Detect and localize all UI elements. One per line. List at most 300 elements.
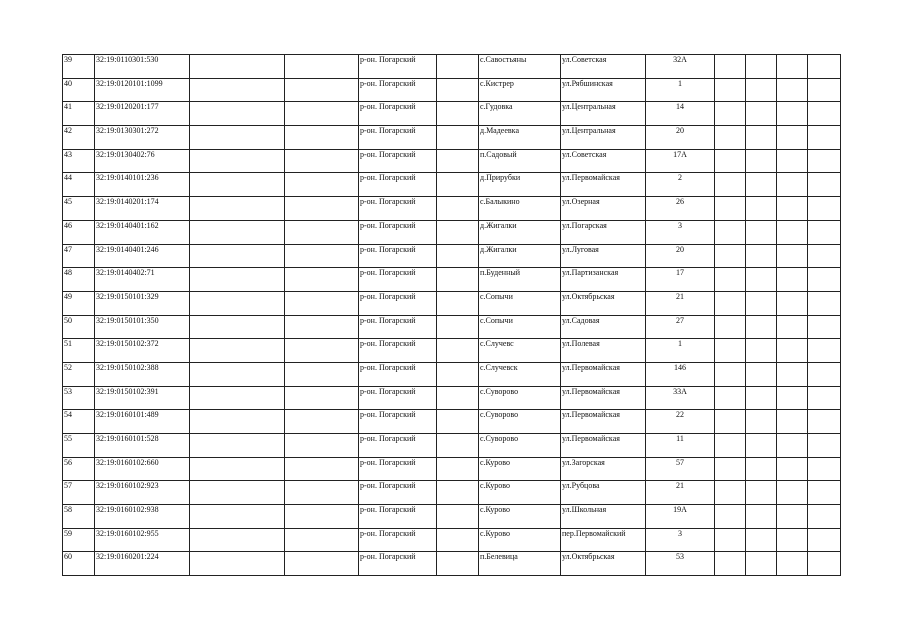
- row-number-cell: 43: [63, 149, 95, 173]
- table-row: [63, 173, 841, 197]
- empty-cell: [746, 102, 777, 126]
- locality-cell: п.Белевица: [479, 552, 561, 576]
- district-cell: р-он. Погарский: [359, 339, 437, 363]
- empty-cell: [437, 457, 479, 481]
- row-number-cell: 56: [63, 457, 95, 481]
- row-number-cell: 50: [63, 315, 95, 339]
- table-row: [63, 78, 841, 102]
- empty-cell: [746, 362, 777, 386]
- district-cell: р-он. Погарский: [359, 244, 437, 268]
- street-cell: пер.Первомайский: [561, 528, 646, 552]
- empty-cell: [777, 481, 808, 505]
- empty-cell: [437, 173, 479, 197]
- empty-cell: [715, 149, 746, 173]
- street-cell: ул.Советская: [561, 55, 646, 79]
- district-cell: р-он. Погарский: [359, 149, 437, 173]
- street-cell: ул.Погарская: [561, 220, 646, 244]
- district-cell: р-он. Погарский: [359, 386, 437, 410]
- street-cell: ул.Первомайская: [561, 386, 646, 410]
- table-row: [63, 410, 841, 434]
- empty-cell: [715, 244, 746, 268]
- house-number-cell: 20: [646, 244, 715, 268]
- empty-cell: [777, 244, 808, 268]
- empty-cell: [746, 410, 777, 434]
- house-number-cell: 17: [646, 268, 715, 292]
- district-cell: р-он. Погарский: [359, 410, 437, 434]
- row-number-cell: 47: [63, 244, 95, 268]
- cadastral-number-cell: 32:19:0160102:923: [95, 481, 190, 505]
- house-number-cell: 33А: [646, 386, 715, 410]
- street-cell: ул.Первомайская: [561, 362, 646, 386]
- empty-cell: [808, 78, 841, 102]
- locality-cell: с.Балыкино: [479, 197, 561, 221]
- empty-cell: [190, 362, 285, 386]
- house-number-cell: 26: [646, 197, 715, 221]
- empty-cell: [437, 78, 479, 102]
- cadastral-number-cell: 32:19:0160101:528: [95, 434, 190, 458]
- empty-cell: [285, 126, 359, 150]
- locality-cell: д.Жигалки: [479, 220, 561, 244]
- empty-cell: [777, 291, 808, 315]
- street-cell: ул.Загорская: [561, 457, 646, 481]
- house-number-cell: 14: [646, 102, 715, 126]
- empty-cell: [190, 220, 285, 244]
- cadastral-number-cell: 32:19:0110301:530: [95, 55, 190, 79]
- district-cell: р-он. Погарский: [359, 457, 437, 481]
- empty-cell: [190, 410, 285, 434]
- table-row: [63, 339, 841, 363]
- street-cell: ул.Первомайская: [561, 173, 646, 197]
- empty-cell: [285, 481, 359, 505]
- row-number-cell: 60: [63, 552, 95, 576]
- empty-cell: [777, 126, 808, 150]
- empty-cell: [190, 552, 285, 576]
- empty-cell: [715, 434, 746, 458]
- empty-cell: [190, 197, 285, 221]
- row-number-cell: 49: [63, 291, 95, 315]
- empty-cell: [777, 339, 808, 363]
- empty-cell: [285, 386, 359, 410]
- locality-cell: д.Жигалки: [479, 244, 561, 268]
- table-row: [63, 197, 841, 221]
- empty-cell: [285, 528, 359, 552]
- empty-cell: [715, 528, 746, 552]
- row-number-cell: 51: [63, 339, 95, 363]
- empty-cell: [285, 244, 359, 268]
- empty-cell: [777, 268, 808, 292]
- empty-cell: [808, 505, 841, 529]
- table-row: [63, 505, 841, 529]
- empty-cell: [808, 149, 841, 173]
- empty-cell: [746, 505, 777, 529]
- row-number-cell: 46: [63, 220, 95, 244]
- street-cell: ул.Полевая: [561, 339, 646, 363]
- empty-cell: [715, 410, 746, 434]
- table-row: [63, 386, 841, 410]
- row-number-cell: 52: [63, 362, 95, 386]
- empty-cell: [808, 244, 841, 268]
- empty-cell: [808, 220, 841, 244]
- empty-cell: [746, 481, 777, 505]
- empty-cell: [777, 149, 808, 173]
- empty-cell: [285, 55, 359, 79]
- street-cell: ул.Октябрьская: [561, 552, 646, 576]
- empty-cell: [437, 528, 479, 552]
- empty-cell: [437, 481, 479, 505]
- empty-cell: [285, 505, 359, 529]
- empty-cell: [285, 362, 359, 386]
- empty-cell: [715, 173, 746, 197]
- street-cell: ул.Октябрьская: [561, 291, 646, 315]
- locality-cell: с.Курово: [479, 481, 561, 505]
- house-number-cell: 53: [646, 552, 715, 576]
- empty-cell: [190, 505, 285, 529]
- empty-cell: [190, 268, 285, 292]
- empty-cell: [715, 220, 746, 244]
- empty-cell: [715, 386, 746, 410]
- table-row: [63, 126, 841, 150]
- house-number-cell: 22: [646, 410, 715, 434]
- empty-cell: [437, 410, 479, 434]
- empty-cell: [715, 78, 746, 102]
- empty-cell: [715, 457, 746, 481]
- street-cell: ул.Центральная: [561, 126, 646, 150]
- empty-cell: [746, 386, 777, 410]
- row-number-cell: 44: [63, 173, 95, 197]
- empty-cell: [437, 220, 479, 244]
- empty-cell: [746, 220, 777, 244]
- empty-cell: [746, 552, 777, 576]
- empty-cell: [746, 78, 777, 102]
- empty-cell: [437, 386, 479, 410]
- empty-cell: [437, 244, 479, 268]
- street-cell: ул.Школьная: [561, 505, 646, 529]
- empty-cell: [808, 126, 841, 150]
- empty-cell: [746, 55, 777, 79]
- house-number-cell: 2: [646, 173, 715, 197]
- table-row: [63, 528, 841, 552]
- cadastral-number-cell: 32:19:0140101:236: [95, 173, 190, 197]
- locality-cell: с.Суворово: [479, 410, 561, 434]
- locality-cell: п.Буденный: [479, 268, 561, 292]
- empty-cell: [715, 552, 746, 576]
- locality-cell: с.Гудовка: [479, 102, 561, 126]
- street-cell: ул.Центральная: [561, 102, 646, 126]
- locality-cell: с.Случевск: [479, 362, 561, 386]
- empty-cell: [285, 173, 359, 197]
- house-number-cell: 20: [646, 126, 715, 150]
- table-row: [63, 244, 841, 268]
- empty-cell: [777, 220, 808, 244]
- locality-cell: с.Кистрер: [479, 78, 561, 102]
- empty-cell: [746, 149, 777, 173]
- empty-cell: [746, 268, 777, 292]
- house-number-cell: 57: [646, 457, 715, 481]
- empty-cell: [777, 197, 808, 221]
- house-number-cell: 32А: [646, 55, 715, 79]
- cadastral-number-cell: 32:19:0160201:224: [95, 552, 190, 576]
- street-cell: ул.Рябшинская: [561, 78, 646, 102]
- table-row: [63, 102, 841, 126]
- empty-cell: [437, 552, 479, 576]
- empty-cell: [190, 291, 285, 315]
- empty-cell: [437, 291, 479, 315]
- house-number-cell: 3: [646, 528, 715, 552]
- empty-cell: [437, 315, 479, 339]
- empty-cell: [285, 78, 359, 102]
- empty-cell: [190, 126, 285, 150]
- empty-cell: [285, 220, 359, 244]
- empty-cell: [808, 268, 841, 292]
- empty-cell: [715, 55, 746, 79]
- row-number-cell: 55: [63, 434, 95, 458]
- empty-cell: [777, 457, 808, 481]
- table-row: [63, 55, 841, 79]
- empty-cell: [190, 386, 285, 410]
- empty-cell: [285, 552, 359, 576]
- cadastral-number-cell: 32:19:0140201:174: [95, 197, 190, 221]
- locality-cell: с.Суворово: [479, 386, 561, 410]
- row-number-cell: 41: [63, 102, 95, 126]
- empty-cell: [808, 457, 841, 481]
- cadastral-number-cell: 32:19:0150101:350: [95, 315, 190, 339]
- empty-cell: [777, 362, 808, 386]
- cadastral-number-cell: 32:19:0120201:177: [95, 102, 190, 126]
- house-number-cell: 146: [646, 362, 715, 386]
- empty-cell: [746, 528, 777, 552]
- empty-cell: [777, 386, 808, 410]
- street-cell: ул.Садовая: [561, 315, 646, 339]
- empty-cell: [777, 434, 808, 458]
- district-cell: р-он. Погарский: [359, 481, 437, 505]
- empty-cell: [808, 410, 841, 434]
- house-number-cell: 19А: [646, 505, 715, 529]
- empty-cell: [437, 55, 479, 79]
- empty-cell: [808, 102, 841, 126]
- house-number-cell: 17А: [646, 149, 715, 173]
- empty-cell: [808, 55, 841, 79]
- empty-cell: [808, 552, 841, 576]
- empty-cell: [715, 481, 746, 505]
- row-number-cell: 57: [63, 481, 95, 505]
- locality-cell: с.Случевс: [479, 339, 561, 363]
- empty-cell: [285, 149, 359, 173]
- table-row: [63, 268, 841, 292]
- street-cell: ул.Луговая: [561, 244, 646, 268]
- row-number-cell: 42: [63, 126, 95, 150]
- empty-cell: [285, 434, 359, 458]
- cadastral-number-cell: 32:19:0120101:1099: [95, 78, 190, 102]
- table-row: [63, 481, 841, 505]
- cadastral-number-cell: 32:19:0140401:246: [95, 244, 190, 268]
- empty-cell: [285, 315, 359, 339]
- locality-cell: с.Курово: [479, 528, 561, 552]
- empty-cell: [777, 173, 808, 197]
- empty-cell: [746, 126, 777, 150]
- house-number-cell: 3: [646, 220, 715, 244]
- cadastral-number-cell: 32:19:0150102:372: [95, 339, 190, 363]
- empty-cell: [808, 362, 841, 386]
- street-cell: ул.Первомайская: [561, 410, 646, 434]
- row-number-cell: 45: [63, 197, 95, 221]
- locality-cell: с.Курово: [479, 505, 561, 529]
- empty-cell: [437, 197, 479, 221]
- empty-cell: [777, 78, 808, 102]
- district-cell: р-он. Погарский: [359, 291, 437, 315]
- empty-cell: [285, 197, 359, 221]
- empty-cell: [190, 78, 285, 102]
- street-cell: ул.Партизанская: [561, 268, 646, 292]
- district-cell: р-он. Погарский: [359, 78, 437, 102]
- empty-cell: [777, 55, 808, 79]
- empty-cell: [715, 505, 746, 529]
- house-number-cell: 11: [646, 434, 715, 458]
- district-cell: р-он. Погарский: [359, 434, 437, 458]
- empty-cell: [777, 528, 808, 552]
- empty-cell: [715, 197, 746, 221]
- empty-cell: [715, 339, 746, 363]
- empty-cell: [808, 291, 841, 315]
- table-row: [63, 291, 841, 315]
- empty-cell: [746, 434, 777, 458]
- row-number-cell: 40: [63, 78, 95, 102]
- empty-cell: [746, 457, 777, 481]
- empty-cell: [746, 315, 777, 339]
- district-cell: р-он. Погарский: [359, 552, 437, 576]
- district-cell: р-он. Погарский: [359, 126, 437, 150]
- cadastral-number-cell: 32:19:0150101:329: [95, 291, 190, 315]
- empty-cell: [777, 102, 808, 126]
- locality-cell: с.Сопычи: [479, 315, 561, 339]
- empty-cell: [715, 268, 746, 292]
- empty-cell: [190, 173, 285, 197]
- house-number-cell: 1: [646, 78, 715, 102]
- empty-cell: [190, 102, 285, 126]
- house-number-cell: 1: [646, 339, 715, 363]
- district-cell: р-он. Погарский: [359, 197, 437, 221]
- data-table: [62, 54, 841, 576]
- cadastral-number-cell: 32:19:0140401:162: [95, 220, 190, 244]
- street-cell: ул.Первомайская: [561, 434, 646, 458]
- empty-cell: [190, 55, 285, 79]
- locality-cell: с.Суворово: [479, 434, 561, 458]
- locality-cell: п.Садовый: [479, 149, 561, 173]
- row-number-cell: 59: [63, 528, 95, 552]
- empty-cell: [808, 339, 841, 363]
- district-cell: р-он. Погарский: [359, 173, 437, 197]
- empty-cell: [808, 315, 841, 339]
- empty-cell: [808, 481, 841, 505]
- empty-cell: [777, 552, 808, 576]
- empty-cell: [746, 197, 777, 221]
- row-number-cell: 53: [63, 386, 95, 410]
- empty-cell: [777, 410, 808, 434]
- row-number-cell: 39: [63, 55, 95, 79]
- empty-cell: [437, 126, 479, 150]
- empty-cell: [715, 126, 746, 150]
- district-cell: р-он. Погарский: [359, 505, 437, 529]
- empty-cell: [808, 386, 841, 410]
- empty-cell: [715, 291, 746, 315]
- empty-cell: [437, 149, 479, 173]
- district-cell: р-он. Погарский: [359, 362, 437, 386]
- district-cell: р-он. Погарский: [359, 315, 437, 339]
- empty-cell: [437, 505, 479, 529]
- row-number-cell: 54: [63, 410, 95, 434]
- table-row: [63, 434, 841, 458]
- empty-cell: [715, 102, 746, 126]
- empty-cell: [285, 102, 359, 126]
- table-row: [63, 457, 841, 481]
- empty-cell: [715, 315, 746, 339]
- empty-cell: [777, 315, 808, 339]
- empty-cell: [285, 268, 359, 292]
- district-cell: р-он. Погарский: [359, 268, 437, 292]
- empty-cell: [190, 528, 285, 552]
- cadastral-number-cell: 32:19:0160101:489: [95, 410, 190, 434]
- empty-cell: [777, 505, 808, 529]
- empty-cell: [190, 244, 285, 268]
- empty-cell: [746, 173, 777, 197]
- street-cell: ул.Рубцова: [561, 481, 646, 505]
- empty-cell: [190, 481, 285, 505]
- house-number-cell: 21: [646, 291, 715, 315]
- empty-cell: [746, 339, 777, 363]
- row-number-cell: 58: [63, 505, 95, 529]
- empty-cell: [285, 339, 359, 363]
- empty-cell: [808, 528, 841, 552]
- empty-cell: [190, 434, 285, 458]
- table-row: [63, 149, 841, 173]
- table-row: [63, 362, 841, 386]
- district-cell: р-он. Погарский: [359, 55, 437, 79]
- cadastral-number-cell: 32:19:0160102:955: [95, 528, 190, 552]
- locality-cell: д.Мадеевка: [479, 126, 561, 150]
- locality-cell: с.Курово: [479, 457, 561, 481]
- house-number-cell: 21: [646, 481, 715, 505]
- locality-cell: с.Сопычи: [479, 291, 561, 315]
- cadastral-number-cell: 32:19:0140402:71: [95, 268, 190, 292]
- empty-cell: [808, 197, 841, 221]
- cadastral-number-cell: 32:19:0130402:76: [95, 149, 190, 173]
- empty-cell: [285, 410, 359, 434]
- cadastral-number-cell: 32:19:0160102:938: [95, 505, 190, 529]
- street-cell: ул.Озерная: [561, 197, 646, 221]
- cadastral-number-cell: 32:19:0150102:391: [95, 386, 190, 410]
- empty-cell: [437, 434, 479, 458]
- empty-cell: [437, 362, 479, 386]
- empty-cell: [190, 149, 285, 173]
- empty-cell: [808, 173, 841, 197]
- table-row: [63, 220, 841, 244]
- empty-cell: [285, 457, 359, 481]
- row-number-cell: 48: [63, 268, 95, 292]
- empty-cell: [190, 315, 285, 339]
- street-cell: ул.Советская: [561, 149, 646, 173]
- district-cell: р-он. Погарский: [359, 102, 437, 126]
- empty-cell: [715, 362, 746, 386]
- empty-cell: [437, 102, 479, 126]
- locality-cell: с.Савостьяны: [479, 55, 561, 79]
- empty-cell: [285, 291, 359, 315]
- empty-cell: [190, 339, 285, 363]
- empty-cell: [746, 291, 777, 315]
- district-cell: р-он. Погарский: [359, 220, 437, 244]
- table-row: [63, 552, 841, 576]
- cadastral-number-cell: 32:19:0150102:388: [95, 362, 190, 386]
- cadastral-number-cell: 32:19:0160102:660: [95, 457, 190, 481]
- cadastral-number-cell: 32:19:0130301:272: [95, 126, 190, 150]
